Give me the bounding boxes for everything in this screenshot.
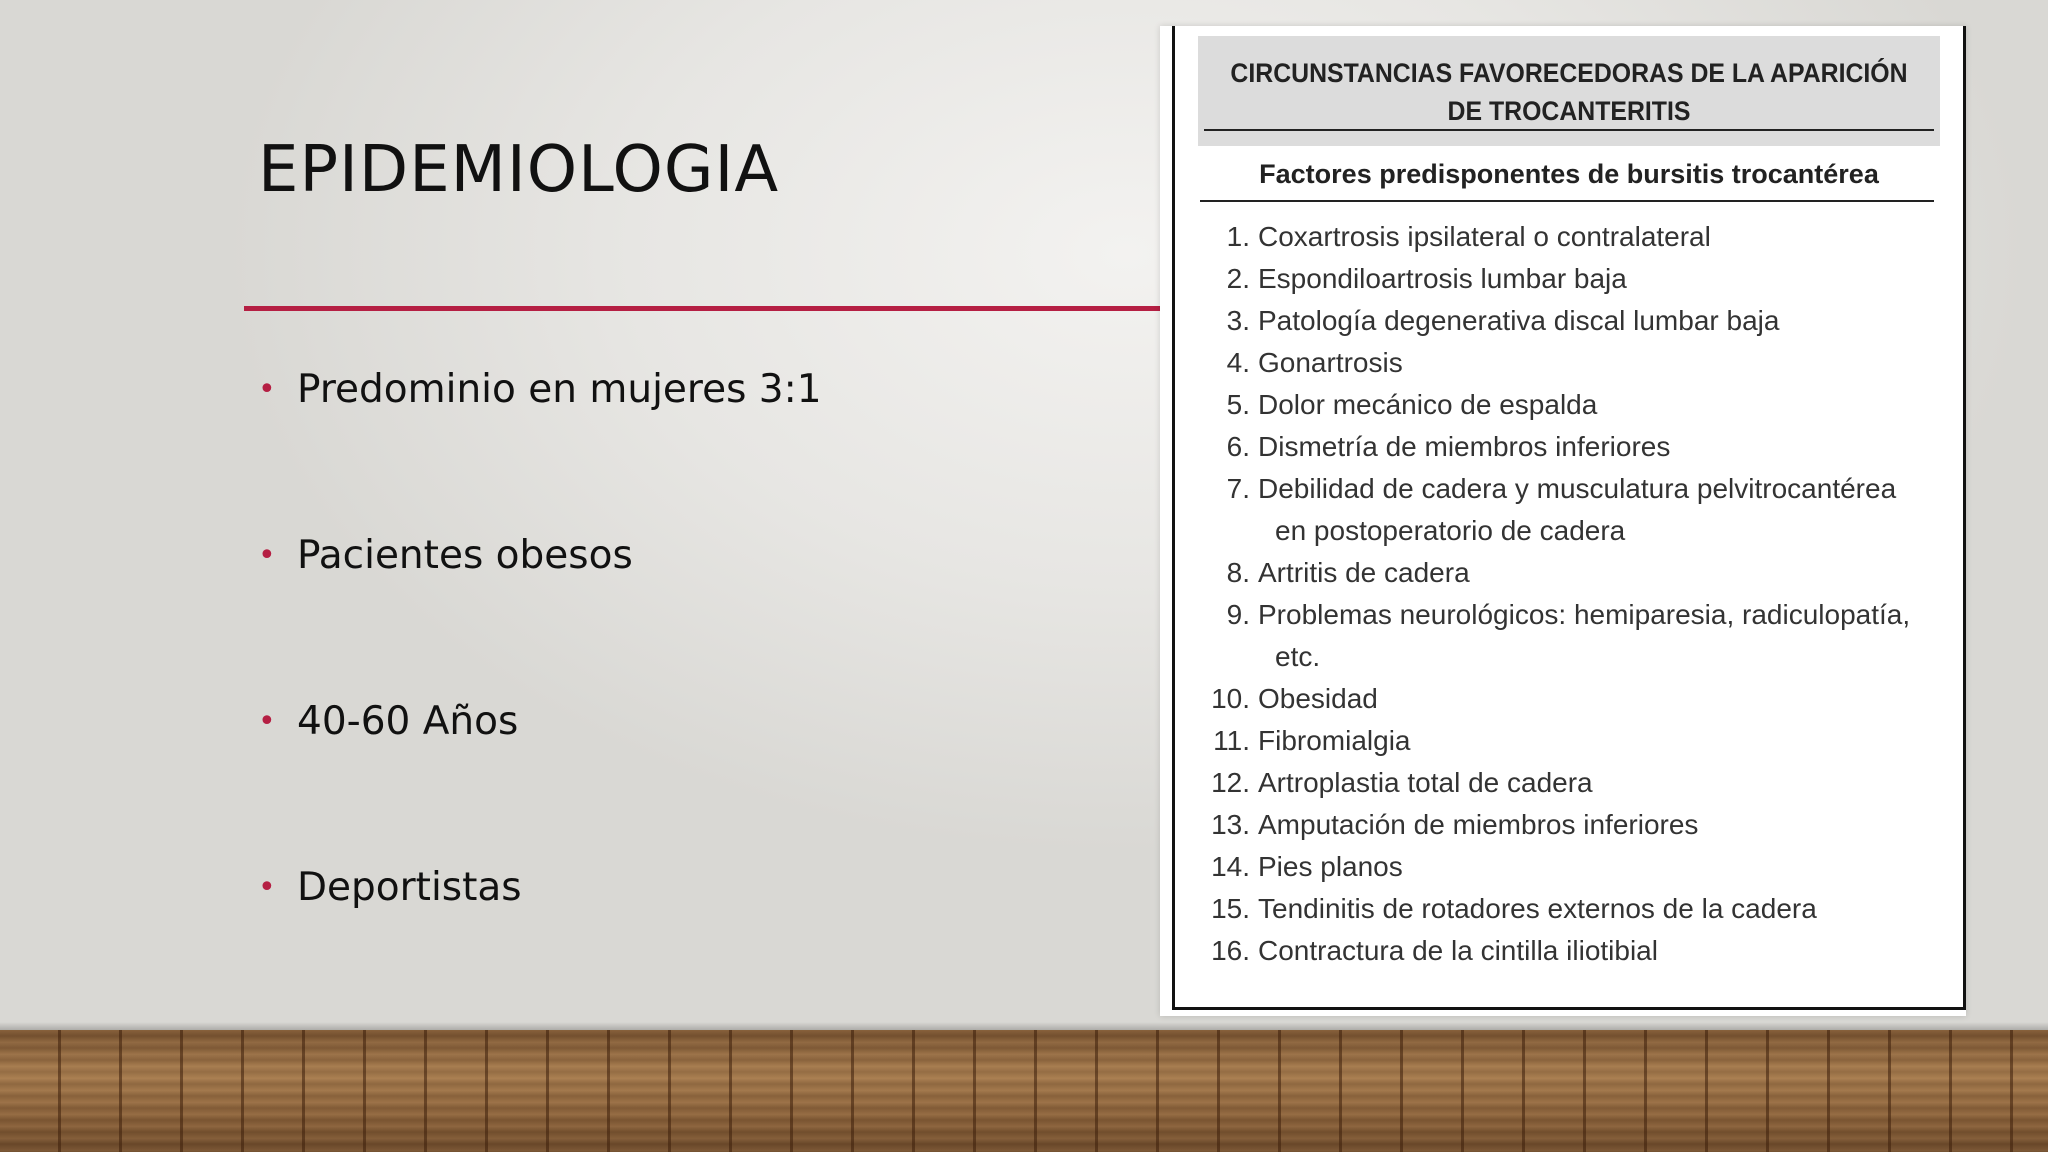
bullet-item: [258, 858, 1058, 918]
bullet-dot-icon: •: [258, 870, 276, 905]
table-subtitle-rule: [1200, 200, 1934, 202]
row-number: 1.: [1226, 221, 1250, 252]
factors-table-image: [1160, 26, 1966, 1016]
row-text: Problemas neurológicos: hemiparesia, radiculopatía,: [1258, 599, 1911, 630]
row-text: Patología degenerativa discal lumbar baja: [1258, 305, 1780, 336]
row-number: 6.: [1226, 431, 1250, 462]
row-text: Tendinitis de rotadores externos de la cadera: [1258, 893, 1817, 924]
bullet-text: 40-60 Años: [297, 699, 519, 744]
row-text: Dolor mecánico de espalda: [1258, 389, 1598, 420]
bullet-dot-icon: •: [258, 538, 276, 573]
row-number: 12.: [1211, 767, 1250, 798]
row-text: Contractura de la cintilla iliotibial: [1258, 935, 1658, 966]
row-number: 4.: [1226, 347, 1250, 378]
row-text: Debilidad de cadera y musculatura pelvitrocantérea: [1258, 473, 1897, 504]
row-text: Artritis de cadera: [1258, 557, 1470, 588]
slide-title: EPIDEMIOLOGIA: [258, 133, 780, 207]
row-text: Coxartrosis ipsilateral o contralateral: [1258, 221, 1711, 252]
table-title: [1228, 54, 1911, 130]
table-title-line-1: CIRCUNSTANCIAS FAVORECEDORAS DE LA APARICIÓN: [1230, 58, 1908, 88]
row-number: 13.: [1211, 809, 1250, 840]
row-continuation: en postoperatorio de cadera: [1275, 515, 1626, 546]
row-text: Fibromialgia: [1258, 725, 1411, 756]
row-number: 7.: [1226, 473, 1250, 504]
wood-floor-background: [0, 1030, 2048, 1152]
table-title-line-2: DE TROCANTERITIS: [1447, 96, 1691, 126]
bullet-text: Predominio en mujeres 3:1: [297, 367, 822, 412]
bullet-item: [258, 526, 1058, 586]
row-text: Dismetría de miembros inferiores: [1258, 431, 1671, 462]
row-text: Artroplastia total de cadera: [1258, 767, 1593, 798]
bullet-text: Deportistas: [297, 865, 522, 910]
row-number: 16.: [1211, 935, 1250, 966]
table-header-rule: [1204, 129, 1934, 131]
bullet-item: [258, 360, 1058, 420]
bullet-dot-icon: •: [258, 372, 276, 407]
row-text: Gonartrosis: [1258, 347, 1403, 378]
row-number: 5.: [1226, 389, 1250, 420]
row-continuation: etc.: [1275, 641, 1321, 672]
bullet-dot-icon: •: [258, 704, 276, 739]
bullet-item: [258, 692, 1058, 752]
row-number: 8.: [1226, 557, 1250, 588]
row-text: Amputación de miembros inferiores: [1258, 809, 1699, 840]
row-text: Espondiloartrosis lumbar baja: [1258, 263, 1627, 294]
row-text: Obesidad: [1258, 683, 1378, 714]
row-number: 3.: [1226, 305, 1250, 336]
title-accent-line: [244, 306, 1160, 311]
row-number: 15.: [1211, 893, 1250, 924]
row-number: 14.: [1211, 851, 1250, 882]
row-number: 11.: [1213, 725, 1250, 756]
row-number: 10.: [1211, 683, 1250, 714]
row-number: 2.: [1226, 263, 1250, 294]
table-subtitle: Factores predisponentes de bursitis trocantérea: [1259, 159, 1879, 189]
row-text: Pies planos: [1258, 851, 1403, 882]
row-number: 9.: [1226, 599, 1250, 630]
bullet-text: Pacientes obesos: [297, 533, 633, 578]
